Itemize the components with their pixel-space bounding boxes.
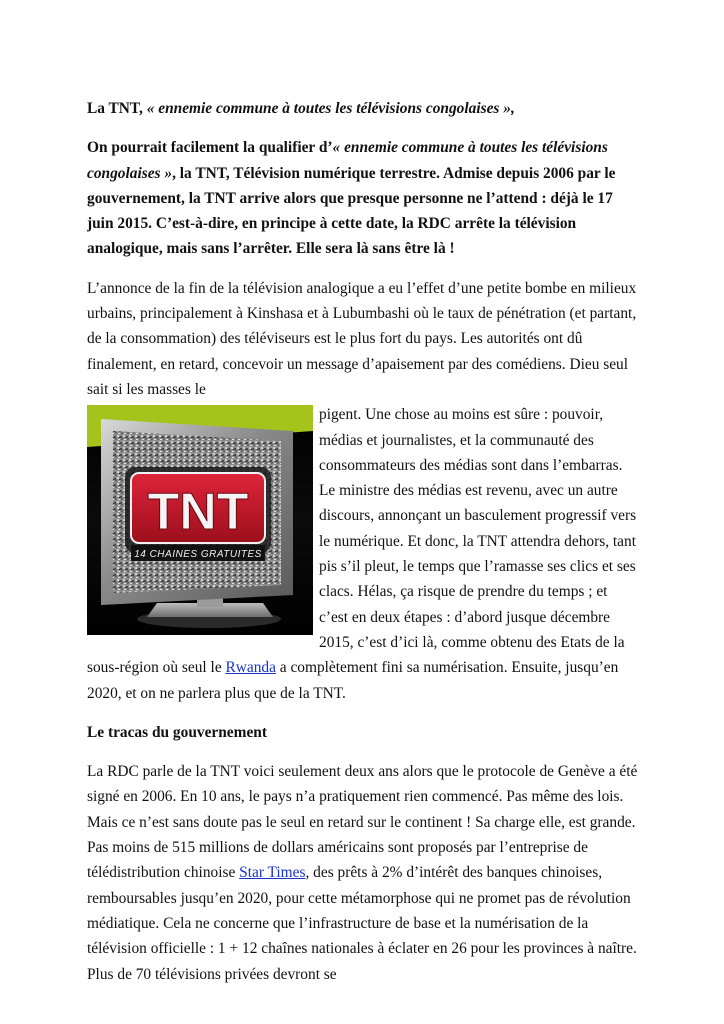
paragraph-1-top: L’annonce de la fin de la télévision analogique a eu l’effet d’une petite bombe en milieux urbains, principalement à Kinshasa et à Lubumbashi où le taux de pénétration (et partant, de la consommation) des téléviseurs est le plus fort du pays. Les autorités ont dû finalement, en retard, concevoir un message d’apaisement par des comédiens. Dieu seul sait si les masses le: [87, 279, 637, 398]
tnt-tagline: 14 CHAINES GRATUITES: [134, 549, 262, 561]
lead-text-a: On pourrait facilement la qualifier d’: [87, 139, 333, 157]
paragraph-2-text-b: , des prêts à 2% d’intérêt des banques chinoises, remboursables jusqu’en 2020, pour cette métamorphose qui ne promet pas de révolution médiatique. Cela ne concerne que l’infrastructure de base et la numérisation de la télévision officielle : 1 + 12 chaînes nationales à éclater en 26 pour les provinces à naître. Plus de 70 télévisions privées devront se: [87, 864, 637, 983]
rwanda-link[interactable]: Rwanda: [225, 659, 276, 677]
tnt-tv-image: [87, 405, 313, 635]
tnt-logo-text: TNT: [147, 483, 249, 542]
tv-illustration: [87, 405, 313, 635]
article-title: [87, 96, 639, 121]
paragraph-1-end: a complètement fini sa numérisation. Ensuite, jusqu’en 2020, et on ne parlera plus que de la TNT.: [87, 659, 619, 702]
article-body: [87, 96, 639, 987]
paragraph-2-text-a: La RDC parle de la TNT voici seulement deux ans alors que le protocole de Genève a été signé en 2006. En 10 ans, le pays n’a pratiquement rien commencé. Pas même des lois. Mais ce n’est sans doute pas le seul en retard sur le continent ! Sa charge elle, est grande. Pas moins de 515 millions de dollars américains sont proposés par l’entreprise de télédistribution chinoise: [87, 763, 638, 882]
paragraph-2: [87, 759, 639, 987]
lead-paragraph: [87, 135, 639, 261]
lead-quote: « ennemie commune à toutes les télévisions congolaises »: [87, 139, 608, 182]
paragraph-1: [87, 276, 639, 402]
star-times-link[interactable]: Star Times: [239, 864, 306, 882]
title-prefix: La TNT,: [87, 100, 147, 117]
paragraph-1-wrap-text: pigent. Une chose au moins est sûre : pouvoir, médias et journalistes, et la communauté des consommateurs des médias sont dans l’embarras. Le ministre des médias est revenu, avec un autre discours, annonçant un basculement progressif vers le numérique. Et donc, la TNT attendra dehors, tant pis s’il pleut, le temps que l’ramasse ses clics et ses clacs. Hélas, ça risque de prendre du temps ; et c’est en deux étapes : d’abord jusque décembre 2015, c’est d’ici là, comme obtenu des Etats de la sous-région où seul le: [87, 406, 637, 677]
lead-text-b: , la TNT, Télévision numérique terrestre. Admise depuis 2006 par le gouvernement, la TNT arrive alors que presque personne ne l’attend : déjà le 17 juin 2015. C’est-à-dire, en principe à cette date, la RDC arrête la télévision analogique, mais sans l’arrêter. Elle sera là sans être là !: [87, 164, 616, 258]
title-quote: « ennemie commune à toutes les télévisions congolaises »,: [146, 100, 515, 117]
section-heading: Le tracas du gouvernement: [87, 723, 267, 741]
